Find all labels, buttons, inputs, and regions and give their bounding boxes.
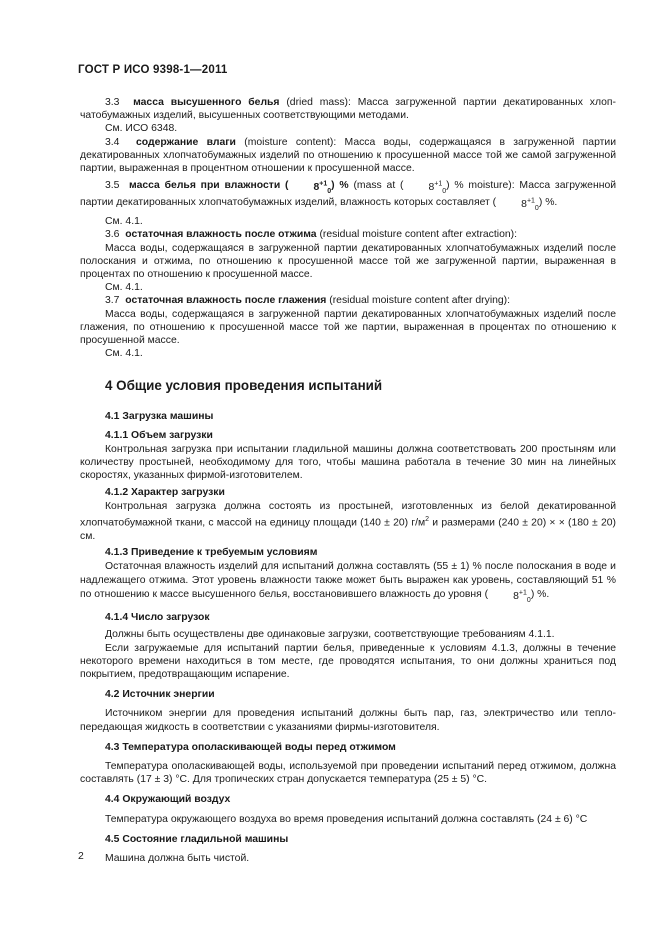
section-4-2-text: Источником энергии для проведения испытаний должны быть пар, газ, электричество или теплопередающая жидкость в соответствии с указаниями фирмы-изготовителя. xyxy=(80,708,616,733)
term-3-6: остаточная влажность после отжима xyxy=(125,229,317,241)
term-3-5: масса белья при влажности ( $8^{+1}_0$) % xyxy=(129,180,349,196)
see-reference: См. 4.1. xyxy=(105,282,143,294)
section-4-4-text: Температура окружающего воздуха во время проведения испытаний должна составлять (24 ± 6) °С xyxy=(105,813,588,825)
section-4-1-2-text: Контрольная загрузка должна состоять из простыней, изготовленных из белой декатированной хлопчатобумажной ткани, с массой на единицу площади (140 ± 20) $г/м^2$ и размерами (240 ± 20) × × (180 ± 20) см. xyxy=(80,500,616,542)
term-3-4: содержание влаги xyxy=(136,136,236,148)
moisture-fraction: $8^{+1}_0$ xyxy=(313,180,332,196)
section-4-5-text: Машина должна быть чистой. xyxy=(105,853,250,864)
document-header: ГОСТ Р ИСО 9398-1—2011 xyxy=(78,64,228,76)
document-body xyxy=(80,96,616,865)
term-3-3: масса высушенного белья xyxy=(133,97,280,108)
section-4-1-1-heading: 4.1.1 Объем загрузки xyxy=(105,429,213,441)
definition-3-6: 3.6 остаточная влажность после отжима (residual moisture content after extraction): xyxy=(105,229,517,241)
definition-3-4: 3.4 содержание влаги (moisture content): Масса воды, содержащаяся в загруженной партии декатированных хлопчатобумажных изделий по отношению к просушенной массе той же самой загруженной партии, выраженная в процентном отношении к просушенной массе. xyxy=(80,136,616,175)
term-3-7: остаточная влажность после глажения xyxy=(125,295,327,307)
section-4-1-4-heading: 4.1.4 Число загрузок xyxy=(105,612,210,624)
section-4-1-4-text-1: Должны быть осуществлены две одинаковые загрузки, соответствующие требованиям 4.1.1. xyxy=(105,629,555,641)
see-reference: См. 4.1. xyxy=(105,348,143,360)
see-reference: См. ИСО 6348. xyxy=(105,123,178,135)
section-4-3-heading: 4.3 Температура ополаскивающей воды перед отжимом xyxy=(105,741,396,753)
section-4-1-heading: 4.1 Загрузка машины xyxy=(105,410,214,422)
see-reference: См. 4.1. xyxy=(105,216,143,228)
definition-3-5: 3.5 масса белья при влажности ( $8^{+1}_0$) % (mass at ( $8^{+1}_0$) % moisture): Масса загруженной партии декатированных хлопчатобумажных изделий, влажность которых составляет ( $8^{+1}_0$) %. xyxy=(80,180,617,213)
definition-3-6-body: Масса воды, содержащаяся в загруженной партии декатированных хлопчатобумажных изделий после полоскания и отжима, по отношению к просушенной массе той же загруженной партии, выраженная в процентах по отношению к просушенной массе. xyxy=(80,242,616,281)
section-4-1-3-text: Остаточная влажность изделий для испытаний должна составлять (55 ± 1) % после полоскания в воде и надлежащего отжима. Этот уровень влажности также может быть выражен как уровень, составляющий 51 % по отношению к массе высушенного белья, восстановившего влажность до уровня ( $8^{+1}_0$) %. xyxy=(80,561,616,605)
section-4-heading: 4 Общие условия проведения испытаний xyxy=(105,378,383,394)
page-number: 2 xyxy=(78,851,84,862)
section-4-5-heading: 4.5 Состояние гладильной машины xyxy=(105,833,289,845)
section-4-4-heading: 4.4 Окружающий воздух xyxy=(105,794,231,806)
section-4-3-text: Температура ополаскивающей воды, используемой при проведении испытаний перед отжимом, должна составлять (17 ± 3) °С. Для тропических стран допускается температура (25 ± 5) °С. xyxy=(80,760,616,786)
section-4-2-heading: 4.2 Источник энергии xyxy=(105,689,215,701)
section-4-1-3-heading: 4.1.3 Приведение к требуемым условиям xyxy=(105,546,318,558)
section-4-1-4-text-2: Если загружаемые для испытаний партии белья, приведенные к условиям 4.1.3, должны в течение некоторого времени находиться в том месте, где проводятся испытания, то они должны храниться под покрытием, предотвращающим испарение. xyxy=(80,642,616,680)
definition-3-3: 3.3 масса высушенного белья (dried mass): Масса загруженной партии декатированных хлопчатобумажных изделий, высушенных соответствующими методами. xyxy=(80,97,616,122)
definition-3-7: 3.7 остаточная влажность после глажения (residual moisture content after drying): xyxy=(105,295,511,307)
section-4-1-2-heading: 4.1.2 Характер загрузки xyxy=(105,486,225,498)
section-4-1-1-text: Контрольная загрузка при испытании гладильной машины должна соответствовать 200 простыням или количеству простыней, необходимому для того, чтобы машина работала в течение 30 мин на линейных скоростях, указанных фирмой-изготовителем. xyxy=(80,444,616,482)
definition-3-7-body: Масса воды, содержащаяся в загруженной партии декатированных хлопчатобумажных изделий после глажения, по отношению к просушенной массе той же партии, выраженная в процентах по отношению к просушенной массе. xyxy=(80,308,616,347)
